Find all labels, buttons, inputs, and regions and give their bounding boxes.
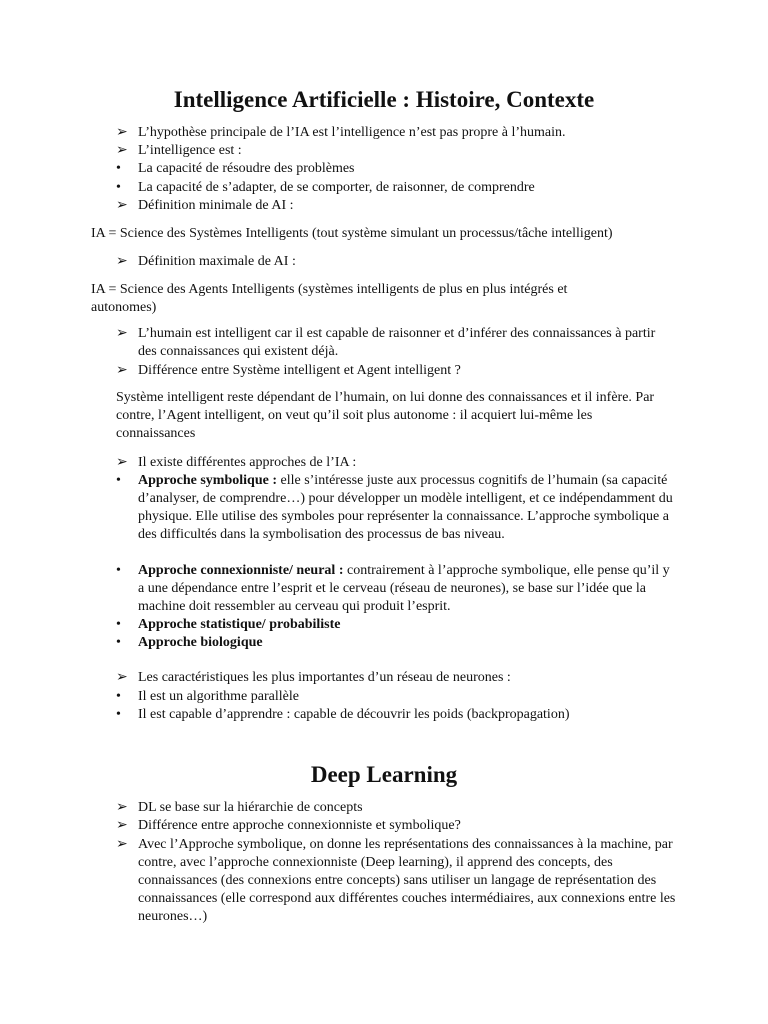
list-item	[116, 836, 676, 926]
list-item	[116, 362, 676, 380]
page-title: Intelligence Artificielle : Histoire, Contexte	[173, 87, 595, 112]
list-item	[116, 179, 676, 197]
list-item	[116, 706, 676, 724]
approach-description: contrairement à l’approche symbolique, elle pense qu’il y a une dépendance entre l’esprit et le cerveau (réseau de neurones), se base sur l’idée que la machine doit ressembler au cerveau qui produit l’esprit.	[138, 563, 670, 614]
approach-name: Approche statistique/ probabiliste	[138, 617, 341, 632]
approach-item	[116, 616, 676, 634]
bullet-icon: •	[116, 635, 121, 650]
approach-item	[116, 562, 676, 616]
bullet-icon: •	[116, 617, 121, 632]
list-item-text: L’humain est intelligent car il est capable de raisonner et d’inférer des connaissances à partir des connaissances qui existent déjà.	[138, 326, 656, 359]
approach-text	[138, 634, 676, 652]
approach-item	[116, 472, 676, 544]
list-item-text: Il est un algorithme parallèle	[138, 689, 299, 704]
bullet-icon: •	[116, 161, 121, 176]
approach-name: Approche biologique	[138, 635, 263, 650]
list-item	[116, 669, 676, 687]
list-item	[116, 124, 676, 142]
list-item-text: Il existe différentes approches de l’IA :	[138, 455, 357, 470]
approach-text	[138, 562, 676, 616]
approach-description: elle s’intéresse juste aux processus cognitifs de l’humain (sa capacité d’analyser, de comprendre…) pour développer un modèle intelligent, et ce indépendamment du physique. Elle utilise des symboles pour représenter la connaissance. L’approche symbolique a des difficultés dans la symbolisation des processus de bas niveau.	[138, 473, 673, 542]
list-item-text: La capacité de résoudre des problèmes	[138, 161, 355, 176]
difference-paragraph: Système intelligent reste dépendant de l’humain, on lui donne des connaissances et il infère. Par contre, l’Agent intelligent, on veut qu’il soit plus autonome : il acquiert lui-même les connaissances	[116, 390, 655, 441]
approach-item	[116, 634, 676, 652]
list-item	[116, 688, 676, 706]
approach-text	[138, 472, 676, 544]
list-item	[116, 142, 676, 160]
approach-text	[138, 616, 676, 634]
list-item-text: Les caractéristiques les plus importantes d’un réseau de neurones :	[138, 670, 511, 685]
arrow-bullet-icon: ➢	[116, 800, 128, 815]
list-item-text: DL se base sur la hiérarchie de concepts	[138, 800, 363, 815]
section-title: Deep Learning	[310, 762, 458, 787]
arrow-bullet-icon: ➢	[116, 670, 128, 685]
list-item-text: L’hypothèse principale de l’IA est l’intelligence n’est pas propre à l’humain.	[138, 125, 566, 140]
list-item-text: Différence entre approche connexionniste et symbolique?	[138, 818, 461, 833]
list-item-text: Il est capable d’apprendre : capable de découvrir les poids (backpropagation)	[138, 707, 570, 722]
arrow-bullet-icon: ➢	[116, 125, 128, 140]
list-item	[116, 817, 676, 835]
list-item	[116, 325, 676, 361]
arrow-bullet-icon: ➢	[116, 143, 128, 158]
list-item	[116, 799, 676, 817]
definition-maximal: IA = Science des Agents Intelligents (systèmes intelligents de plus en plus intégrés et autonomes)	[91, 282, 568, 315]
bullet-icon: •	[116, 563, 121, 578]
bullet-icon: •	[116, 707, 121, 722]
list-item-text: La capacité de s’adapter, de se comporter, de raisonner, de comprendre	[138, 180, 535, 195]
list-item-text: Définition minimale de AI :	[138, 198, 294, 213]
bullet-icon: •	[116, 180, 121, 195]
list-item	[116, 454, 676, 472]
list-item	[116, 160, 676, 178]
bullet-icon: •	[116, 689, 121, 704]
approach-name: Approche connexionniste/ neural :	[138, 563, 344, 578]
arrow-bullet-icon: ➢	[116, 837, 128, 852]
arrow-bullet-icon: ➢	[116, 198, 128, 213]
definition-minimal: IA = Science des Systèmes Intelligents (tout système simulant un processus/tâche intelligent)	[91, 226, 613, 241]
arrow-bullet-icon: ➢	[116, 818, 128, 833]
arrow-bullet-icon: ➢	[116, 363, 128, 378]
approach-name: Approche symbolique :	[138, 473, 277, 488]
list-item-text: L’intelligence est :	[138, 143, 242, 158]
list-item-text: Définition maximale de AI :	[138, 254, 296, 269]
arrow-bullet-icon: ➢	[116, 326, 128, 341]
arrow-bullet-icon: ➢	[116, 254, 128, 269]
list-item	[116, 197, 676, 215]
list-item-text: Différence entre Système intelligent et Agent intelligent ?	[138, 363, 461, 378]
arrow-bullet-icon: ➢	[116, 455, 128, 470]
list-item-text: Avec l’Approche symbolique, on donne les représentations des connaissances à la machine, par contre, avec l’approche connexionniste (Deep learning), il apprend des concepts, des connaissances (des connexions entre concepts) sans utiliser un langage de représentation des connaissances (elle correspond aux différentes couches intermédiaires, aux connexions entre les neurones…)	[138, 837, 676, 924]
bullet-icon: •	[116, 473, 121, 488]
list-item	[116, 253, 676, 271]
